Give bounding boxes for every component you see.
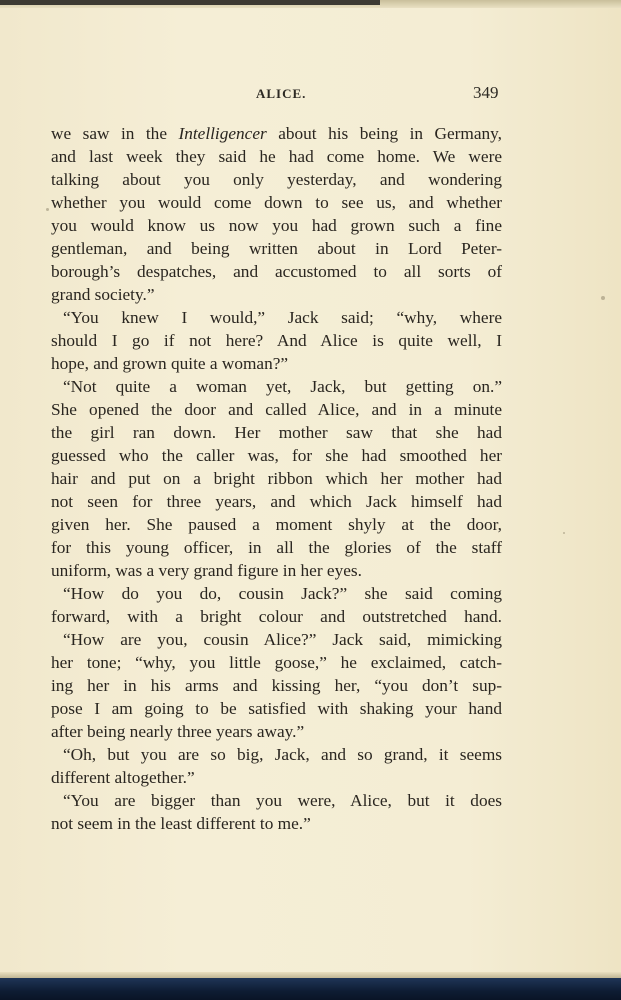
running-title: ALICE. <box>256 86 307 101</box>
text-line: forward, with a bright colour and outstretched hand. <box>51 607 502 626</box>
text-line: “How do you do, cousin Jack?” she said coming <box>63 584 502 603</box>
text-line: hair and put on a bright ribbon which her mother had <box>51 469 502 488</box>
text-line: pose I am going to be satisfied with shaking your hand <box>51 699 502 718</box>
text-line: her tone; “why, you little goose,” he exclaimed, catch- <box>51 653 502 672</box>
text-line: “You knew I would,” Jack said; “why, where <box>63 308 502 327</box>
book-cover-edge <box>0 978 621 1000</box>
text-line: you would know us now you had grown such a fine <box>51 216 502 235</box>
paper-speck <box>46 208 49 211</box>
newspaper-title: Intelligencer <box>178 124 267 143</box>
text-line: given her. She paused a moment shyly at the door, <box>51 515 502 534</box>
text-line: different altogether.” <box>51 768 195 787</box>
text-line: talking about you only yesterday, and wondering <box>51 170 502 189</box>
text-line: borough’s despatches, and accustomed to all sorts of <box>51 262 502 281</box>
text-line: whether you would come down to see us, and whether <box>51 193 502 212</box>
text-line: not seem in the least different to me.” <box>51 814 311 833</box>
text-line: uniform, was a very grand figure in her eyes. <box>51 561 362 580</box>
text-line: “Not quite a woman yet, Jack, but getting on.” <box>63 377 502 396</box>
paper-speck <box>563 532 565 534</box>
page-top-shadow <box>0 0 380 5</box>
paper-speck <box>601 296 605 300</box>
text-line: gentleman, and being written about in Lord Peter- <box>51 239 502 258</box>
body-text <box>51 122 502 835</box>
text-line: “You are bigger than you were, Alice, but it does <box>63 791 502 810</box>
text-line: after being nearly three years away.” <box>51 722 305 741</box>
text-line-part: about his being in Germany, <box>266 124 502 143</box>
text-line: guessed who the caller was, for she had smoothed her <box>51 446 502 465</box>
text-line: hope, and grown quite a woman?” <box>51 354 289 373</box>
text-line: for this young officer, in all the glories of the staff <box>51 538 502 557</box>
running-head <box>0 83 621 108</box>
text-line: “How are you, cousin Alice?” Jack said, mimicking <box>63 630 502 649</box>
text-line: not seen for three years, and which Jack himself had <box>51 492 502 511</box>
page-number: 349 <box>473 83 499 102</box>
text-line: and last week they said he had come home. We were <box>51 147 502 166</box>
text-line: should I go if not here? And Alice is quite well, I <box>51 331 502 350</box>
text-line: ing her in his arms and kissing her, “you don’t sup- <box>51 676 502 695</box>
text-line: the girl ran down. Her mother saw that she had <box>51 423 502 442</box>
text-line <box>51 122 502 145</box>
text-line: She opened the door and called Alice, and in a minute <box>51 400 502 419</box>
text-line-part: we saw in the <box>51 124 179 143</box>
text-line: “Oh, but you are so big, Jack, and so grand, it seems <box>63 745 502 764</box>
text-line: grand society.” <box>51 285 155 304</box>
